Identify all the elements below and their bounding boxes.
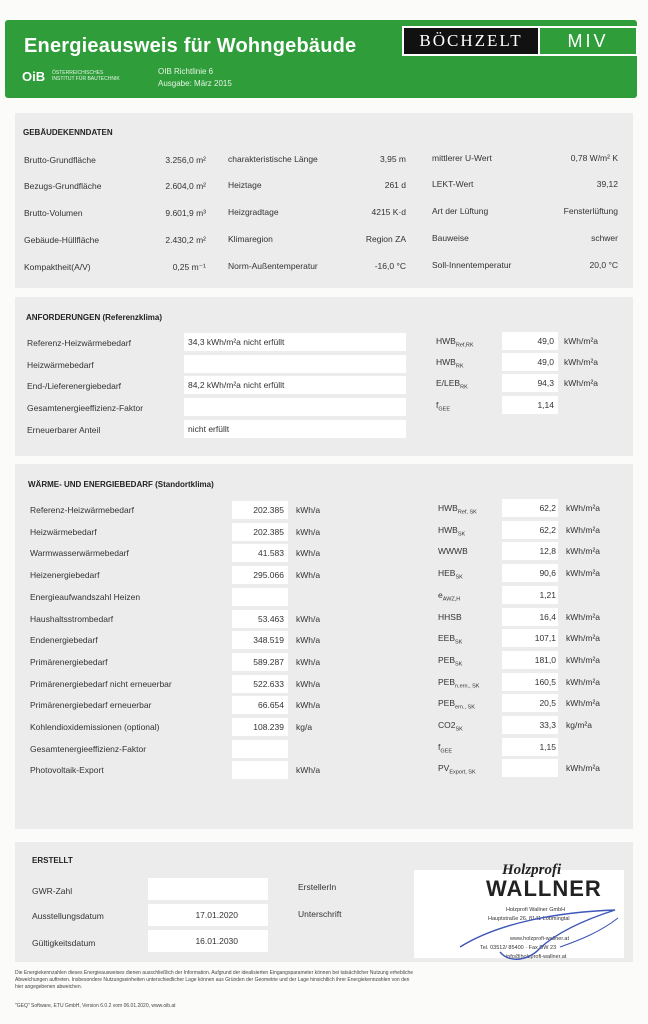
energy-indicator: $PEB_{SK}$ xyxy=(438,655,463,668)
energy-label: Photovoltaik-Export xyxy=(30,765,104,775)
data-value: 0,78 W/m² K xyxy=(570,153,618,163)
data-value: 2.430,2 m² xyxy=(165,235,206,245)
energy-label: Primärenergiebedarf xyxy=(30,657,108,667)
energy-value-field xyxy=(232,740,288,758)
energy-indicator-unit: kWh/m²a xyxy=(566,655,600,665)
data-value: 2.604,0 m² xyxy=(165,181,206,191)
energy-value: 53.463 xyxy=(258,614,284,624)
data-label: Heizgradtage xyxy=(228,207,279,217)
energy-label: Gesamtenergieeffizienz-Faktor xyxy=(30,744,147,754)
energy-indicator-value: 12,8 xyxy=(539,546,556,556)
req-label: Referenz-Heizwärmebedarf xyxy=(27,338,131,348)
section-title-building: GEBÄUDEKENNDATEN xyxy=(23,128,113,137)
data-label: Soll-Innentemperatur xyxy=(432,260,512,270)
energy-unit: kWh/a xyxy=(296,679,321,689)
data-value: 39,12 xyxy=(596,179,618,189)
energy-indicator: HHSB xyxy=(438,612,462,622)
section-title-energy: WÄRME- UND ENERGIEBEDARF (Standortklima) xyxy=(28,480,214,489)
energy-indicator-unit: kWh/m²a xyxy=(566,503,600,513)
req-indicator: $HWB_{Ref,RK}$ xyxy=(436,336,474,349)
document-title: Energieausweis für Wohngebäude xyxy=(24,35,357,57)
energy-indicator-value: 181,0 xyxy=(534,655,556,665)
data-value: -16,0 °C xyxy=(374,261,406,271)
req-label: Gesamtenergieeffizienz-Faktor xyxy=(27,403,144,413)
req-indicator-unit: kWh/m²a xyxy=(564,336,598,346)
energy-indicator: $f_{GEE}$ xyxy=(438,742,452,755)
energy-unit: kg/a xyxy=(296,722,313,732)
footer-software: "GEQ" Software, ETU GmbH, Version 6.0.2 vom 06.01.2020, www.oib.at xyxy=(15,1003,176,1009)
energy-unit: kWh/a xyxy=(296,527,321,537)
req-indicator-value: 49,0 xyxy=(537,357,554,367)
energy-value: 295.066 xyxy=(253,570,284,580)
req-indicator-value: 94,3 xyxy=(537,378,554,388)
energy-indicator-unit: kg/m²a xyxy=(566,720,592,730)
brand-suffix: MIV xyxy=(540,28,636,54)
energy-unit: kWh/a xyxy=(296,614,321,624)
req-indicator-value: 49,0 xyxy=(537,336,554,346)
energy-indicator-value: 1,15 xyxy=(539,742,556,752)
energy-indicator-unit: kWh/m²a xyxy=(566,763,600,773)
energy-unit: kWh/a xyxy=(296,700,321,710)
req-field xyxy=(184,398,406,416)
energy-indicator-field xyxy=(502,759,558,777)
data-label: Heiztage xyxy=(228,180,262,190)
data-label: charakteristische Länge xyxy=(228,154,318,164)
energy-indicator-unit: kWh/m²a xyxy=(566,546,600,556)
energy-indicator-value: 160,5 xyxy=(534,677,556,687)
energy-label: Energieaufwandszahl Heizen xyxy=(30,592,141,602)
energy-label: Heizwärmebedarf xyxy=(30,527,97,537)
energy-indicator: $PEB_{n.ern., SK}$ xyxy=(438,677,480,690)
data-value: 4215 K·d xyxy=(371,207,406,217)
stamp-line: WALLNER xyxy=(486,876,602,901)
stamp-line: Holzprofi xyxy=(502,862,562,878)
data-label: LEKT-Wert xyxy=(432,179,474,189)
gwr-label: GWR-Zahl xyxy=(32,886,73,896)
energy-value-field xyxy=(232,761,288,779)
data-value: schwer xyxy=(591,233,618,243)
stamp-line: Tel. 03512/ 85400 · Fax DW 23 xyxy=(480,945,557,951)
req-indicator-unit: kWh/m²a xyxy=(564,378,598,388)
energy-value: 41.583 xyxy=(258,548,284,558)
energy-indicator-value: 33,3 xyxy=(539,720,556,730)
energy-indicator: WWWB xyxy=(438,546,468,556)
req-indicator-unit: kWh/m²a xyxy=(564,357,598,367)
gwr-field xyxy=(148,878,268,900)
data-value: Fensterlüftung xyxy=(563,206,618,216)
stamp-line: Hauptstraße 26, 8141 Lobmingtal xyxy=(488,916,570,922)
edition-label: Ausgabe: März 2015 xyxy=(158,79,232,88)
data-value: 3.256,0 m² xyxy=(165,155,206,165)
energy-label: Endenergiebedarf xyxy=(30,635,98,645)
data-label: Norm-Außentemperatur xyxy=(228,261,318,271)
data-label: Kompaktheit(A/V) xyxy=(24,262,91,272)
guideline-label: OIB Richtlinie 6 xyxy=(158,67,214,76)
energy-indicator: $e_{AWZ,H}$ xyxy=(438,590,461,603)
energy-unit: kWh/a xyxy=(296,505,321,515)
req-value: nicht erfüllt xyxy=(188,424,230,434)
data-value: 0,25 m⁻¹ xyxy=(172,262,206,272)
energy-indicator-unit: kWh/m²a xyxy=(566,525,600,535)
section-title-requirements: ANFORDERUNGEN (Referenzklima) xyxy=(26,313,163,322)
req-label: End-/Lieferenergiebedarf xyxy=(27,381,122,391)
data-value: 9.601,9 m³ xyxy=(165,208,206,218)
signature-stroke xyxy=(560,918,618,947)
energy-indicator: $HWB_{SK}$ xyxy=(438,525,466,538)
energy-indicator: $HEB_{SK}$ xyxy=(438,568,463,581)
data-label: Brutto-Volumen xyxy=(24,208,83,218)
energy-value: 66.654 xyxy=(258,700,284,710)
section-title-created: ERSTELLT xyxy=(32,856,73,865)
energy-value-field xyxy=(232,588,288,606)
energy-indicator-value: 62,2 xyxy=(539,525,556,535)
req-value: 84,2 kWh/m²a nicht erfüllt xyxy=(188,380,285,390)
energy-value: 589.287 xyxy=(253,657,284,667)
issue-date-value: 17.01.2020 xyxy=(195,910,238,920)
brand-name: BÖCHZELT xyxy=(404,28,538,54)
data-label: Art der Lüftung xyxy=(432,206,489,216)
valid-date-label: Gültigkeitsdatum xyxy=(32,938,96,948)
data-label: Bauweise xyxy=(432,233,469,243)
energy-indicator: $PV_{Export, SK}$ xyxy=(438,763,476,776)
energy-indicator: $EEB_{SK}$ xyxy=(438,633,463,646)
energy-value: 202.385 xyxy=(253,527,284,537)
issue-date-label: Ausstellungsdatum xyxy=(32,911,104,921)
energy-unit: kWh/a xyxy=(296,635,321,645)
energy-indicator-value: 16,4 xyxy=(539,612,556,622)
energy-unit: kWh/a xyxy=(296,570,321,580)
energy-label: Haushaltsstrombedarf xyxy=(30,614,114,624)
energy-indicator-unit: kWh/m²a xyxy=(566,677,600,687)
creator-label: ErstellerIn xyxy=(298,882,337,892)
data-label: Brutto-Grundfläche xyxy=(24,155,96,165)
energy-unit: kWh/a xyxy=(296,548,321,558)
energy-indicator-unit: kWh/m²a xyxy=(566,568,600,578)
energy-indicator-value: 1,21 xyxy=(539,590,556,600)
stamp-line: www.holzprofi-wallner.at xyxy=(510,936,569,942)
req-indicator-value: 1,14 xyxy=(537,400,554,410)
company-stamp xyxy=(440,852,620,972)
stamp-line: info@holzprofi-wallner.at xyxy=(506,954,567,960)
req-indicator: $E/LEB_{RK}$ xyxy=(436,378,468,391)
energy-indicator-unit: kWh/m²a xyxy=(566,612,600,622)
energy-value: 202.385 xyxy=(253,505,284,515)
energy-label: Warmwasserwärmebedarf xyxy=(30,548,129,558)
energy-value: 348.519 xyxy=(253,635,284,645)
data-value: 20,0 °C xyxy=(589,260,618,270)
oib-subtitle: ÖSTERREICHISCHES INSTITUT FÜR BAUTECHNIK xyxy=(52,70,120,82)
energy-label: Primärenergiebedarf nicht erneuerbar xyxy=(30,679,172,689)
oib-logo: OiB xyxy=(22,69,46,84)
data-value: 261 d xyxy=(384,180,406,190)
data-label: Gebäude-Hüllfläche xyxy=(24,235,100,245)
energy-indicator-value: 62,2 xyxy=(539,503,556,513)
energy-label: Kohlendioxidemissionen (optional) xyxy=(30,722,160,732)
energy-unit: kWh/a xyxy=(296,657,321,667)
energy-label: Heizenergiebedarf xyxy=(30,570,100,580)
energy-indicator-value: 20,5 xyxy=(539,698,556,708)
energy-label: Primärenergiebedarf erneuerbar xyxy=(30,700,152,710)
footer-disclaimer: Die Energiekennzahlen dieses Energieausweises dienen ausschließlich der Information. Aufgrund der idealisierten Eingangsparameter können bei tatsächlicher Nutzung erhebliche Abweichungen auftreten. Insbesondere Nutzungseinheiten unterschiedlicher Lage können aus Gründen der Geometrie und der Lage hinsichtlich ihrer Energiekennzahlen von den hier angegebenen abweichen. xyxy=(15,970,414,990)
stamp-line: Holzprofi Wallner GmbH xyxy=(506,907,566,913)
signature-label: Unterschrift xyxy=(298,909,342,919)
energy-label: Referenz-Heizwärmebedarf xyxy=(30,505,134,515)
guideline-info xyxy=(158,66,232,90)
energy-unit: kWh/a xyxy=(296,765,321,775)
data-label: Bezugs-Grundfläche xyxy=(24,181,102,191)
data-label: mittlerer U-Wert xyxy=(432,153,492,163)
valid-date-value: 16.01.2030 xyxy=(195,936,238,946)
energy-indicator: $CO2_{SK}$ xyxy=(438,720,463,733)
data-value: 3,95 m xyxy=(380,154,406,164)
req-indicator: $f_{GEE}$ xyxy=(436,400,450,413)
energy-indicator: $PEB_{ern., SK}$ xyxy=(438,698,475,711)
energy-value: 522.633 xyxy=(253,679,284,689)
energy-indicator-unit: kWh/m²a xyxy=(566,698,600,708)
energy-value: 108.239 xyxy=(253,722,284,732)
req-indicator: $HWB_{RK}$ xyxy=(436,357,464,370)
req-label: Heizwärmebedarf xyxy=(27,360,94,370)
energy-indicator: $HWB_{Ref, SK}$ xyxy=(438,503,477,516)
energy-indicator-unit: kWh/m²a xyxy=(566,633,600,643)
energy-indicator-value: 90,6 xyxy=(539,568,556,578)
req-field xyxy=(184,355,406,373)
data-value: Region ZA xyxy=(365,234,406,244)
data-label: Klimaregion xyxy=(228,234,273,244)
req-value: 34,3 kWh/m²a nicht erfüllt xyxy=(188,337,285,347)
energy-indicator-value: 107,1 xyxy=(534,633,556,643)
req-label: Erneuerbarer Anteil xyxy=(27,425,101,435)
